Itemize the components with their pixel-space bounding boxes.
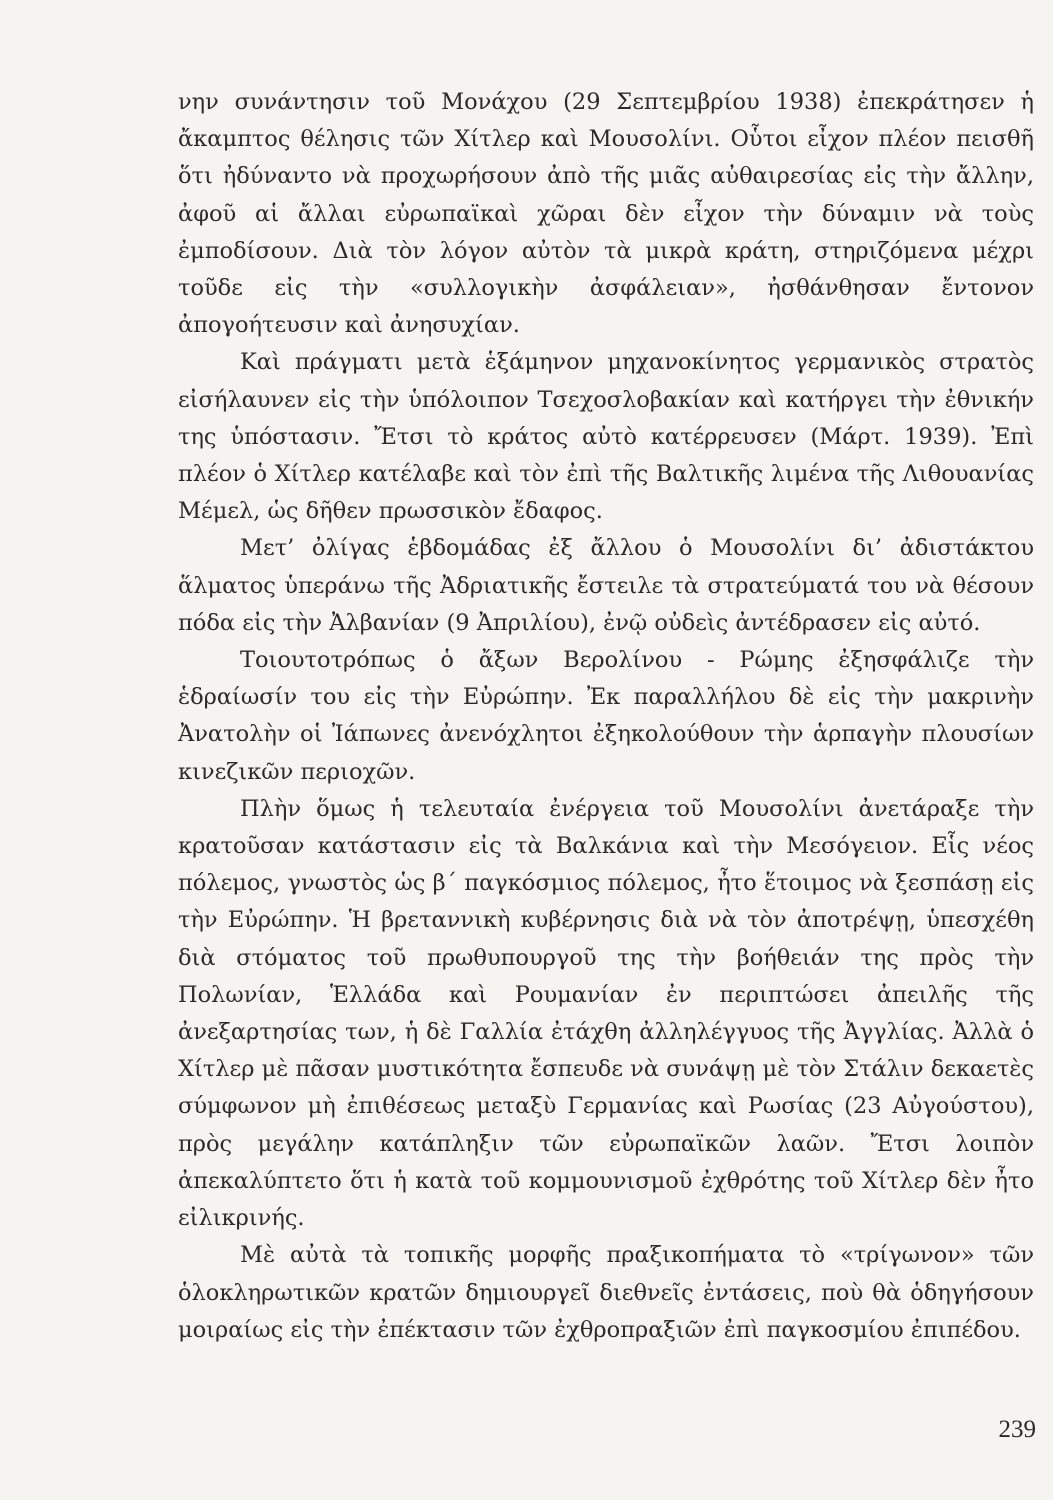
paragraph-4: Τοιουτοτρόπως ὁ ἄξων Βερολίνου - Ρώμης ἐξησφάλιζε τὴν ἑδραίωσίν του εἰς τὴν Εὐρώπην. Ἐκ παραλλήλου δὲ εἰς τὴν μακρινὴν Ἀνατολὴν οἱ Ἰάπωνες ἀνενόχλητοι ἐξηκολούθουν τὴν ἁρπαγὴν πλουσίων κινεζικῶν περιοχῶν. xyxy=(178,647,1034,785)
paragraph-6: Μὲ αὐτὰ τὰ τοπικῆς μορφῆς πραξικοπήματα τὸ «τρίγωνον» τῶν ὁλοκληρωτικῶν κρατῶν δημιουργεῖ διεθνεῖς ἐντάσεις, ποὺ θὰ ὁδηγήσουν μοιραίως εἰς τὴν ἐπέκτασιν τῶν ἐχθροπραξιῶν ἐπὶ παγκοσμίου ἐπιπέδου. xyxy=(178,1242,1034,1343)
body-text xyxy=(178,84,1034,1349)
paragraph-1: νην συνάντησιν τοῦ Μονάχου (29 Σεπτεμβρίου 1938) ἐπεκράτησεν ἡ ἄκαμπτος θέλησις τῶν Χίτλερ καὶ Μουσολίνι. Οὗτοι εἶχον πλέον πεισθῆ ὅτι ἠδύναντο νὰ προχωρήσουν ἀπὸ τῆς μιᾶς αὐθαιρεσίας εἰς τὴν ἄλλην, ἀφοῦ αἱ ἄλλαι εὐρωπαϊκαὶ χῶραι δὲν εἶχον τὴν δύναμιν νὰ τοὺς ἐμποδίσουν. Διὰ τὸν λόγον αὐτὸν τὰ μικρὰ κράτη, στηριζόμενα μέχρι τοῦδε εἰς τὴν «συλλογικὴν ἀσφάλειαν», ἠσθάνθησαν ἔντονον ἀπογοήτευσιν καὶ ἀνησυχίαν. xyxy=(178,89,1034,339)
page-number: 239 xyxy=(998,1416,1036,1443)
paragraph-3: Μετ’ ὀλίγας ἑβδομάδας ἐξ ἄλλου ὁ Μουσολίνι δι’ ἀδιστάκτου ἅλματος ὑπεράνω τῆς Ἀδριατικῆς ἔστειλε τὰ στρατεύματά του νὰ θέσουν πόδα εἰς τὴν Ἀλβανίαν (9 Ἀπριλίου), ἐνῷ οὐδεὶς ἀντέδρασεν εἰς αὐτό. xyxy=(178,535,1034,636)
paragraph-5: Πλὴν ὅμως ἡ τελευταία ἐνέργεια τοῦ Μουσολίνι ἀνετάραξε τὴν κρατοῦσαν κατάστασιν εἰς τὰ Βαλκάνια καὶ τὴν Μεσόγειον. Εἷς νέος πόλεμος, γνωστὸς ὡς β΄ παγκόσμιος πόλεμος, ἦτο ἕτοιμος νὰ ξεσπάσῃ εἰς τὴν Εὐρώπην. Ἡ βρεταννικὴ κυβέρνησις διὰ νὰ τὸν ἀποτρέψῃ, ὑπεσχέθη διὰ στόματος τοῦ πρωθυπουργοῦ της τὴν βοήθειάν της πρὸς τὴν Πολωνίαν, Ἑλλάδα καὶ Ρουμανίαν ἐν περιπτώσει ἀπειλῆς τῆς ἀνεξαρτησίας των, ἡ δὲ Γαλλία ἐτάχθη ἀλληλέγγυος τῆς Ἀγγλίας. Ἀλλὰ ὁ Χίτλερ μὲ πᾶσαν μυστικότητα ἔσπευδε νὰ συνάψῃ μὲ τὸν Στάλιν δεκαετὲς σύμφωνον μὴ ἐπιθέσεως μεταξὺ Γερμανίας καὶ Ρωσίας (23 Αὐγούστου), πρὸς μεγάλην κατάπληξιν τῶν εὐρωπαϊκῶν λαῶν. Ἔτσι λοιπὸν ἀπεκαλύπτετο ὅτι ἡ κατὰ τοῦ κομμουνισμοῦ ἐχθρότης τοῦ Χίτλερ δὲν ἦτο εἰλικρινής. xyxy=(178,795,1034,1232)
paragraph-2: Καὶ πράγματι μετὰ ἑξάμηνον μηχανοκίνητος γερμανικὸς στρατὸς εἰσήλαυνεν εἰς τὴν ὑπόλοιπον Τσεχοσλοβακίαν καὶ κατήργει τὴν ἐθνικήν της ὑπόστασιν. Ἔτσι τὸ κράτος αὐτὸ κατέρρευσεν (Μάρτ. 1939). Ἐπὶ πλέον ὁ Χίτλερ κατέλαβε καὶ τὸν ἐπὶ τῆς Βαλτικῆς λιμένα τῆς Λιθουανίας Μέμελ, ὡς δῆθεν πρωσσικὸν ἔδαφος. xyxy=(178,349,1034,525)
